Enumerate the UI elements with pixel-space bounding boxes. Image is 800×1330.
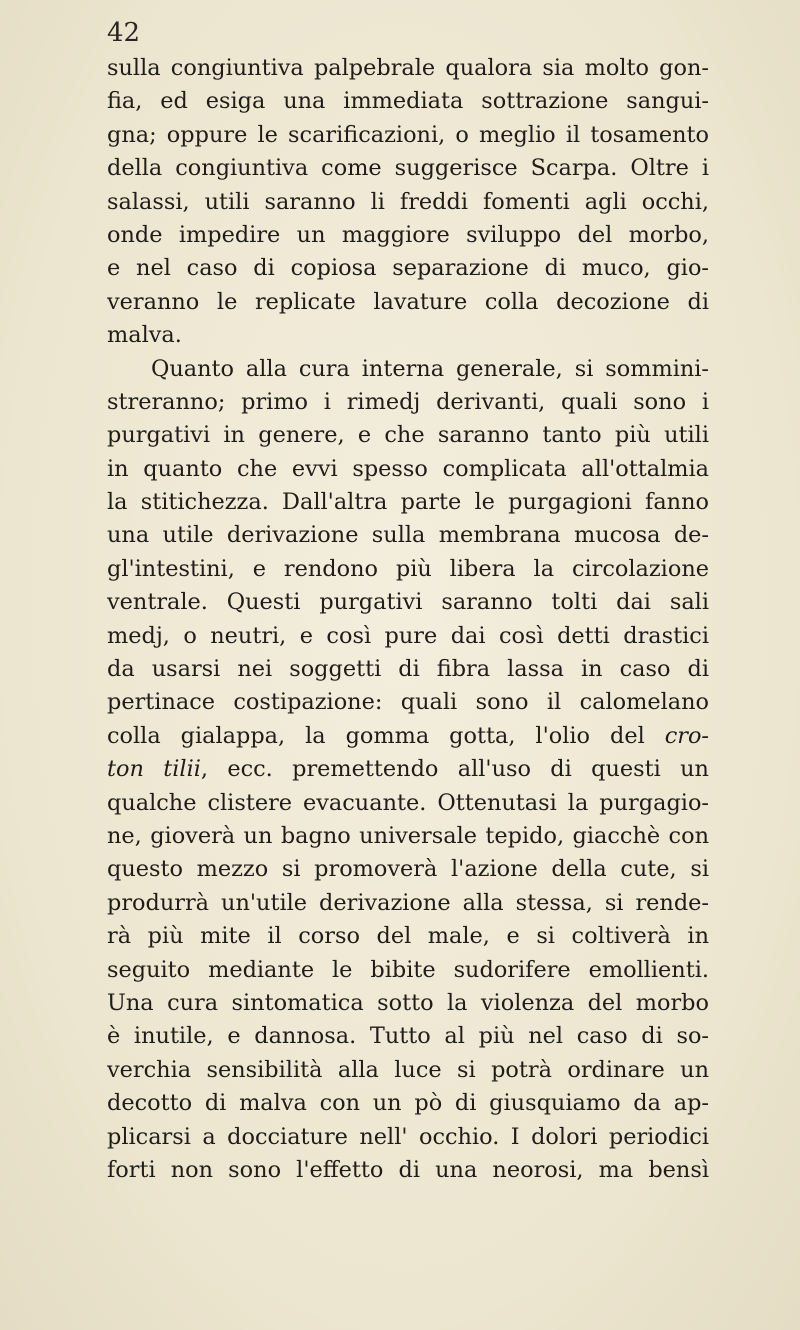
text-line [107, 753, 709, 786]
text-line: fia, ed esiga una immediata sottrazione sangui- [107, 88, 709, 115]
page-number: 42 [107, 18, 141, 48]
body-text [107, 52, 709, 1187]
text-line: sulla congiuntiva palpebrale qualora sia molto gon- [107, 55, 709, 81]
text-line: decotto di malva con un pò di giusquiamo da ap- [107, 1090, 709, 1117]
text-line: purgativi in genere, e che saranno tanto più utili [107, 422, 709, 449]
text-line: forti non sono l'effetto di una neorosi, ma bensì [107, 1156, 709, 1183]
text-line: onde impedire un maggiore sviluppo del morbo, [107, 221, 709, 248]
text-line: da usarsi nei soggetti di fibra lassa in caso di [107, 656, 709, 683]
text-line: produrrà un'utile derivazione alla stessa, si rende- [107, 889, 709, 916]
text-line [107, 720, 709, 753]
text-line: e nel caso di copiosa separazione di muco, gio- [107, 255, 709, 282]
italic-text-run: cro- [664, 722, 709, 749]
text-line: gna; oppure le scarificazioni, o meglio il tosamento [107, 121, 709, 148]
text-line: qualche clistere evacuante. Ottenutasi la purgagio- [107, 789, 709, 816]
text-line: veranno le replicate lavature colla decozione di [107, 288, 709, 315]
text-line: in quanto che evvi spesso complicata all'ottalmia [107, 455, 709, 482]
text-line: seguito mediante le bibite sudorifere emollienti. [107, 956, 709, 983]
text-line: gl'intestini, e rendono più libera la circolazione [107, 555, 709, 582]
paragraph-end-line: malva. [107, 322, 182, 349]
text-line: questo mezzo si promoverà l'azione della cute, si [107, 856, 709, 883]
text-line: rà più mite il corso del male, e si coltiverà in [107, 923, 709, 950]
text-line: medj, o neutri, e così pure dai così detti drastici [107, 622, 709, 649]
text-run: , ecc. premettendo all'uso di questi un [200, 756, 709, 783]
text-line: plicarsi a docciature nell' occhio. I dolori periodici [107, 1123, 709, 1150]
text-line: è inutile, e dannosa. Tutto al più nel caso di so- [107, 1023, 709, 1050]
text-line: ne, gioverà un bagno universale tepido, giacchè con [107, 822, 709, 849]
text-line: pertinace costipazione: quali sono il calomelano [107, 689, 709, 716]
text-line: verchia sensibilità alla luce si potrà ordinare un [107, 1056, 709, 1083]
paragraph-start-line: Quanto alla cura interna generale, si sommini- [151, 355, 709, 382]
text-line: Una cura sintomatica sotto la violenza del morbo [107, 989, 709, 1016]
text-line: ventrale. Questi purgativi saranno tolti dai sali [107, 589, 709, 616]
text-line: della congiuntiva come suggerisce Scarpa. Oltre i [107, 155, 709, 182]
text-line: la stitichezza. Dall'altra parte le purgagioni fanno [107, 489, 709, 516]
text-line: una utile derivazione sulla membrana mucosa de- [107, 522, 709, 549]
text-line: salassi, utili saranno li freddi fomenti agli occhi, [107, 188, 709, 215]
italic-text-run: ton tilii [107, 756, 201, 783]
text-run: colla gialappa, la gomma gotta, l'olio del [107, 722, 665, 749]
text-line: streranno; primo i rimedj derivanti, quali sono i [107, 388, 709, 415]
